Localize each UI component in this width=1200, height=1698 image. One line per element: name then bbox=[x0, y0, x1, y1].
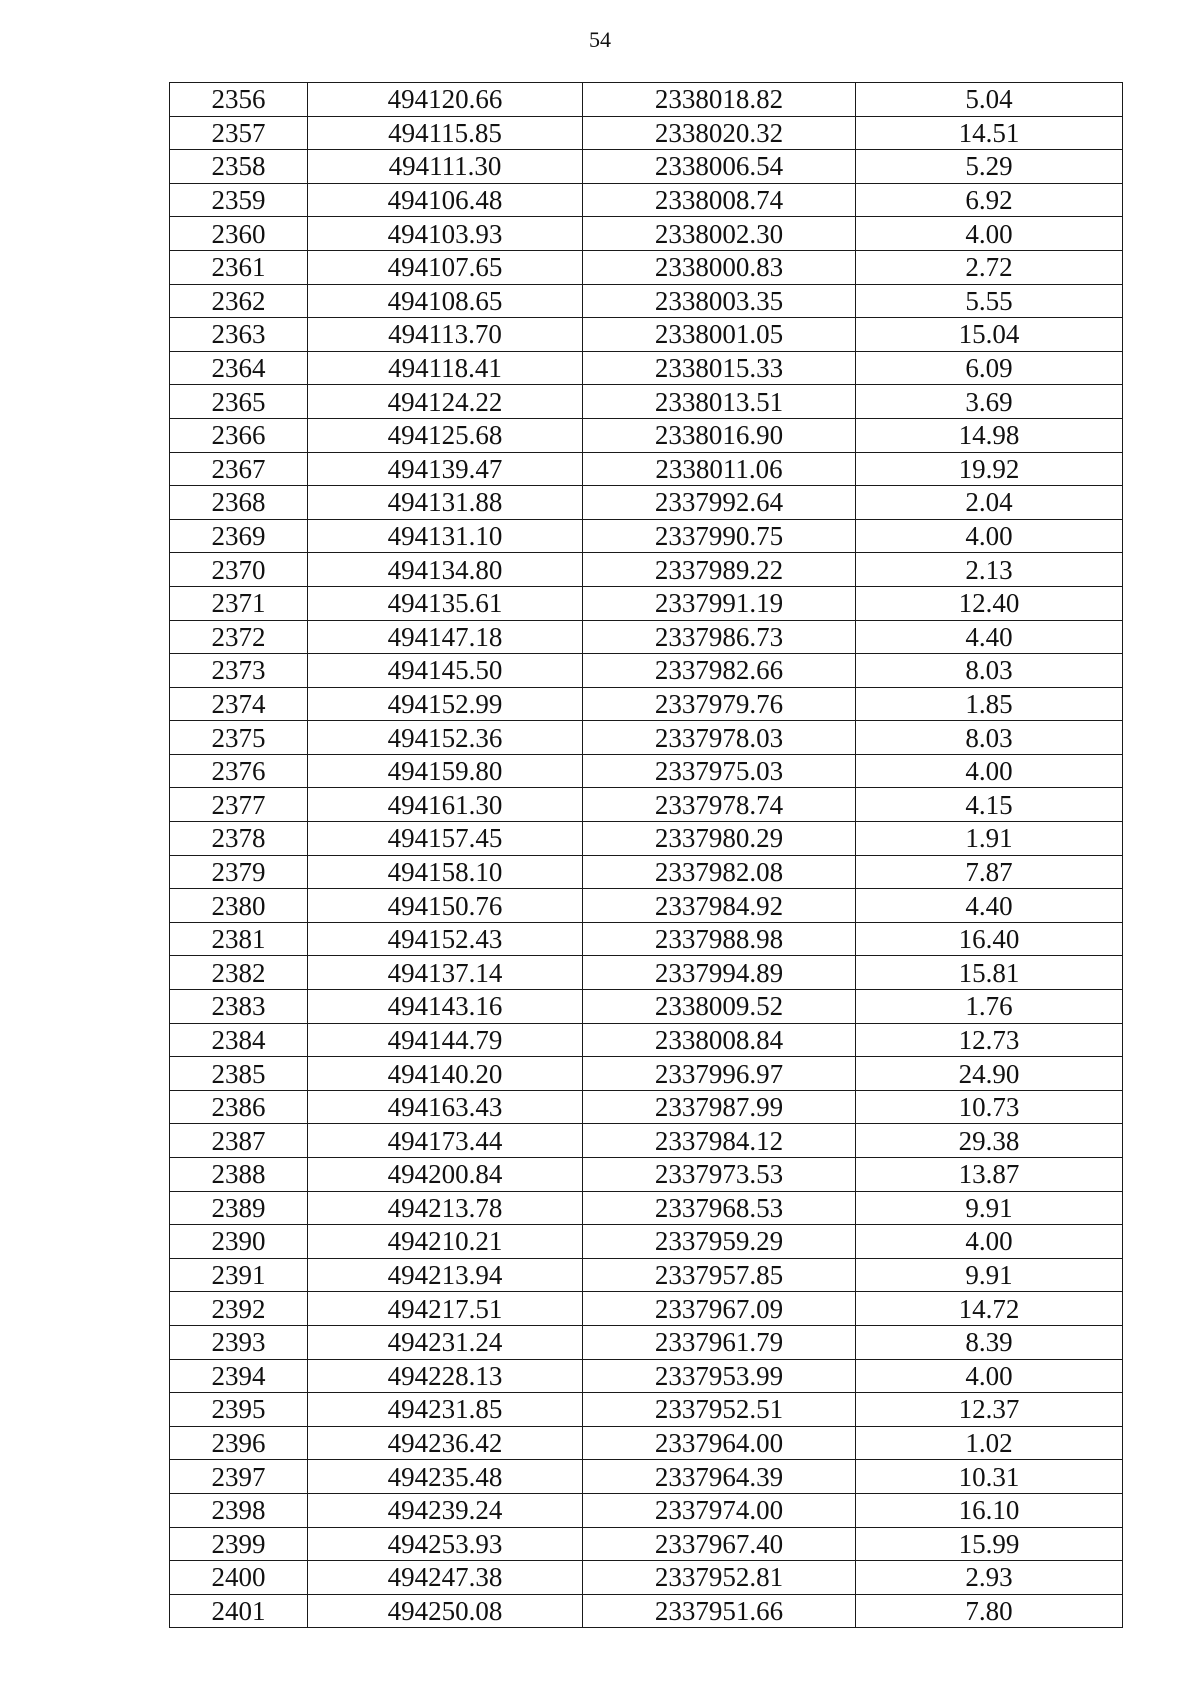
y-coordinate-cell: 2337961.79 bbox=[583, 1325, 856, 1359]
x-coordinate-cell: 494134.80 bbox=[308, 553, 583, 587]
x-coordinate-cell: 494236.42 bbox=[308, 1426, 583, 1460]
distance-cell: 14.51 bbox=[856, 116, 1123, 150]
y-coordinate-cell: 2338020.32 bbox=[583, 116, 856, 150]
table-row bbox=[170, 1292, 1123, 1326]
y-coordinate-cell: 2338002.30 bbox=[583, 217, 856, 251]
x-coordinate-cell: 494250.08 bbox=[308, 1594, 583, 1628]
y-coordinate-cell: 2337952.51 bbox=[583, 1393, 856, 1427]
y-coordinate-cell: 2338003.35 bbox=[583, 284, 856, 318]
x-coordinate-cell: 494124.22 bbox=[308, 385, 583, 419]
y-coordinate-cell: 2338009.52 bbox=[583, 990, 856, 1024]
point-number-cell: 2389 bbox=[170, 1191, 308, 1225]
point-number-cell: 2365 bbox=[170, 385, 308, 419]
x-coordinate-cell: 494135.61 bbox=[308, 586, 583, 620]
x-coordinate-cell: 494108.65 bbox=[308, 284, 583, 318]
y-coordinate-cell: 2337989.22 bbox=[583, 553, 856, 587]
x-coordinate-cell: 494228.13 bbox=[308, 1359, 583, 1393]
point-number-cell: 2370 bbox=[170, 553, 308, 587]
distance-cell: 4.40 bbox=[856, 889, 1123, 923]
distance-cell: 2.93 bbox=[856, 1561, 1123, 1595]
point-number-cell: 2358 bbox=[170, 150, 308, 184]
table-row bbox=[170, 1561, 1123, 1595]
point-number-cell: 2364 bbox=[170, 351, 308, 385]
table-row bbox=[170, 83, 1123, 117]
x-coordinate-cell: 494137.14 bbox=[308, 956, 583, 990]
point-number-cell: 2386 bbox=[170, 1090, 308, 1124]
y-coordinate-cell: 2338000.83 bbox=[583, 250, 856, 284]
y-coordinate-cell: 2337996.97 bbox=[583, 1057, 856, 1091]
point-number-cell: 2399 bbox=[170, 1527, 308, 1561]
y-coordinate-cell: 2337984.92 bbox=[583, 889, 856, 923]
point-number-cell: 2363 bbox=[170, 318, 308, 352]
point-number-cell: 2377 bbox=[170, 788, 308, 822]
distance-cell: 9.91 bbox=[856, 1191, 1123, 1225]
point-number-cell: 2391 bbox=[170, 1258, 308, 1292]
point-number-cell: 2394 bbox=[170, 1359, 308, 1393]
point-number-cell: 2396 bbox=[170, 1426, 308, 1460]
y-coordinate-cell: 2338001.05 bbox=[583, 318, 856, 352]
y-coordinate-cell: 2337990.75 bbox=[583, 519, 856, 553]
distance-cell: 14.98 bbox=[856, 418, 1123, 452]
distance-cell: 1.85 bbox=[856, 687, 1123, 721]
x-coordinate-cell: 494158.10 bbox=[308, 855, 583, 889]
point-number-cell: 2387 bbox=[170, 1124, 308, 1158]
table-row bbox=[170, 990, 1123, 1024]
distance-cell: 15.04 bbox=[856, 318, 1123, 352]
point-number-cell: 2395 bbox=[170, 1393, 308, 1427]
table-row bbox=[170, 1426, 1123, 1460]
point-number-cell: 2376 bbox=[170, 754, 308, 788]
point-number-cell: 2356 bbox=[170, 83, 308, 117]
table-row bbox=[170, 1393, 1123, 1427]
distance-cell: 24.90 bbox=[856, 1057, 1123, 1091]
distance-cell: 8.39 bbox=[856, 1325, 1123, 1359]
table-row bbox=[170, 620, 1123, 654]
distance-cell: 1.76 bbox=[856, 990, 1123, 1024]
point-number-cell: 2374 bbox=[170, 687, 308, 721]
distance-cell: 4.00 bbox=[856, 1359, 1123, 1393]
x-coordinate-cell: 494163.43 bbox=[308, 1090, 583, 1124]
point-number-cell: 2369 bbox=[170, 519, 308, 553]
table-row bbox=[170, 822, 1123, 856]
point-number-cell: 2380 bbox=[170, 889, 308, 923]
distance-cell: 10.31 bbox=[856, 1460, 1123, 1494]
table-row bbox=[170, 956, 1123, 990]
table-row bbox=[170, 1057, 1123, 1091]
y-coordinate-cell: 2337952.81 bbox=[583, 1561, 856, 1595]
distance-cell: 2.04 bbox=[856, 486, 1123, 520]
distance-cell: 2.13 bbox=[856, 553, 1123, 587]
y-coordinate-cell: 2337967.09 bbox=[583, 1292, 856, 1326]
x-coordinate-cell: 494147.18 bbox=[308, 620, 583, 654]
point-number-cell: 2361 bbox=[170, 250, 308, 284]
x-coordinate-cell: 494107.65 bbox=[308, 250, 583, 284]
table-row bbox=[170, 553, 1123, 587]
table-row bbox=[170, 486, 1123, 520]
point-number-cell: 2393 bbox=[170, 1325, 308, 1359]
y-coordinate-cell: 2337987.99 bbox=[583, 1090, 856, 1124]
x-coordinate-cell: 494247.38 bbox=[308, 1561, 583, 1595]
point-number-cell: 2360 bbox=[170, 217, 308, 251]
table-row bbox=[170, 1594, 1123, 1628]
point-number-cell: 2379 bbox=[170, 855, 308, 889]
distance-cell: 4.00 bbox=[856, 754, 1123, 788]
point-number-cell: 2371 bbox=[170, 586, 308, 620]
table-row bbox=[170, 1325, 1123, 1359]
y-coordinate-cell: 2337982.66 bbox=[583, 654, 856, 688]
y-coordinate-cell: 2338018.82 bbox=[583, 83, 856, 117]
distance-cell: 5.29 bbox=[856, 150, 1123, 184]
x-coordinate-cell: 494231.85 bbox=[308, 1393, 583, 1427]
point-number-cell: 2392 bbox=[170, 1292, 308, 1326]
x-coordinate-cell: 494213.94 bbox=[308, 1258, 583, 1292]
x-coordinate-cell: 494152.36 bbox=[308, 721, 583, 755]
x-coordinate-cell: 494173.44 bbox=[308, 1124, 583, 1158]
distance-cell: 13.87 bbox=[856, 1158, 1123, 1192]
table-row bbox=[170, 1090, 1123, 1124]
x-coordinate-cell: 494159.80 bbox=[308, 754, 583, 788]
x-coordinate-cell: 494131.88 bbox=[308, 486, 583, 520]
point-number-cell: 2390 bbox=[170, 1225, 308, 1259]
distance-cell: 7.87 bbox=[856, 855, 1123, 889]
table-row bbox=[170, 318, 1123, 352]
coordinate-table-body bbox=[170, 83, 1123, 1628]
point-number-cell: 2388 bbox=[170, 1158, 308, 1192]
point-number-cell: 2359 bbox=[170, 183, 308, 217]
distance-cell: 4.00 bbox=[856, 217, 1123, 251]
table-row bbox=[170, 250, 1123, 284]
distance-cell: 16.40 bbox=[856, 922, 1123, 956]
distance-cell: 19.92 bbox=[856, 452, 1123, 486]
distance-cell: 29.38 bbox=[856, 1124, 1123, 1158]
y-coordinate-cell: 2337986.73 bbox=[583, 620, 856, 654]
y-coordinate-cell: 2337959.29 bbox=[583, 1225, 856, 1259]
y-coordinate-cell: 2337964.39 bbox=[583, 1460, 856, 1494]
distance-cell: 6.92 bbox=[856, 183, 1123, 217]
x-coordinate-cell: 494152.99 bbox=[308, 687, 583, 721]
distance-cell: 12.40 bbox=[856, 586, 1123, 620]
distance-cell: 15.81 bbox=[856, 956, 1123, 990]
table-row bbox=[170, 889, 1123, 923]
point-number-cell: 2375 bbox=[170, 721, 308, 755]
x-coordinate-cell: 494150.76 bbox=[308, 889, 583, 923]
point-number-cell: 2385 bbox=[170, 1057, 308, 1091]
y-coordinate-cell: 2337994.89 bbox=[583, 956, 856, 990]
x-coordinate-cell: 494253.93 bbox=[308, 1527, 583, 1561]
x-coordinate-cell: 494213.78 bbox=[308, 1191, 583, 1225]
y-coordinate-cell: 2338008.74 bbox=[583, 183, 856, 217]
distance-cell: 4.00 bbox=[856, 1225, 1123, 1259]
table-row bbox=[170, 116, 1123, 150]
table-row bbox=[170, 654, 1123, 688]
distance-cell: 15.99 bbox=[856, 1527, 1123, 1561]
y-coordinate-cell: 2337980.29 bbox=[583, 822, 856, 856]
table-row bbox=[170, 351, 1123, 385]
y-coordinate-cell: 2338011.06 bbox=[583, 452, 856, 486]
table-row bbox=[170, 1225, 1123, 1259]
distance-cell: 4.00 bbox=[856, 519, 1123, 553]
x-coordinate-cell: 494152.43 bbox=[308, 922, 583, 956]
y-coordinate-cell: 2337968.53 bbox=[583, 1191, 856, 1225]
page-number: 54 bbox=[589, 27, 611, 52]
x-coordinate-cell: 494235.48 bbox=[308, 1460, 583, 1494]
point-number-cell: 2398 bbox=[170, 1493, 308, 1527]
y-coordinate-cell: 2338015.33 bbox=[583, 351, 856, 385]
table-row bbox=[170, 183, 1123, 217]
table-row bbox=[170, 1493, 1123, 1527]
point-number-cell: 2357 bbox=[170, 116, 308, 150]
x-coordinate-cell: 494144.79 bbox=[308, 1023, 583, 1057]
point-number-cell: 2384 bbox=[170, 1023, 308, 1057]
point-number-cell: 2401 bbox=[170, 1594, 308, 1628]
table-row bbox=[170, 586, 1123, 620]
table-row bbox=[170, 284, 1123, 318]
x-coordinate-cell: 494103.93 bbox=[308, 217, 583, 251]
x-coordinate-cell: 494145.50 bbox=[308, 654, 583, 688]
point-number-cell: 2368 bbox=[170, 486, 308, 520]
distance-cell: 5.55 bbox=[856, 284, 1123, 318]
table-row bbox=[170, 1258, 1123, 1292]
y-coordinate-cell: 2337967.40 bbox=[583, 1527, 856, 1561]
distance-cell: 1.02 bbox=[856, 1426, 1123, 1460]
x-coordinate-cell: 494118.41 bbox=[308, 351, 583, 385]
y-coordinate-cell: 2338013.51 bbox=[583, 385, 856, 419]
distance-cell: 7.80 bbox=[856, 1594, 1123, 1628]
x-coordinate-cell: 494200.84 bbox=[308, 1158, 583, 1192]
x-coordinate-cell: 494161.30 bbox=[308, 788, 583, 822]
table-row bbox=[170, 150, 1123, 184]
distance-cell: 10.73 bbox=[856, 1090, 1123, 1124]
table-row bbox=[170, 418, 1123, 452]
table-row bbox=[170, 1460, 1123, 1494]
y-coordinate-cell: 2337978.74 bbox=[583, 788, 856, 822]
y-coordinate-cell: 2337953.99 bbox=[583, 1359, 856, 1393]
y-coordinate-cell: 2337992.64 bbox=[583, 486, 856, 520]
y-coordinate-cell: 2338008.84 bbox=[583, 1023, 856, 1057]
distance-cell: 8.03 bbox=[856, 654, 1123, 688]
point-number-cell: 2383 bbox=[170, 990, 308, 1024]
y-coordinate-cell: 2338016.90 bbox=[583, 418, 856, 452]
y-coordinate-cell: 2338006.54 bbox=[583, 150, 856, 184]
table-row bbox=[170, 1158, 1123, 1192]
point-number-cell: 2378 bbox=[170, 822, 308, 856]
x-coordinate-cell: 494131.10 bbox=[308, 519, 583, 553]
y-coordinate-cell: 2337979.76 bbox=[583, 687, 856, 721]
table-row bbox=[170, 385, 1123, 419]
table-row bbox=[170, 519, 1123, 553]
y-coordinate-cell: 2337984.12 bbox=[583, 1124, 856, 1158]
point-number-cell: 2373 bbox=[170, 654, 308, 688]
distance-cell: 3.69 bbox=[856, 385, 1123, 419]
table-row bbox=[170, 1191, 1123, 1225]
y-coordinate-cell: 2337978.03 bbox=[583, 721, 856, 755]
table-row bbox=[170, 1359, 1123, 1393]
distance-cell: 5.04 bbox=[856, 83, 1123, 117]
x-coordinate-cell: 494139.47 bbox=[308, 452, 583, 486]
table-row bbox=[170, 721, 1123, 755]
table-row bbox=[170, 754, 1123, 788]
x-coordinate-cell: 494157.45 bbox=[308, 822, 583, 856]
point-number-cell: 2397 bbox=[170, 1460, 308, 1494]
table-row bbox=[170, 217, 1123, 251]
table-row bbox=[170, 1023, 1123, 1057]
y-coordinate-cell: 2337975.03 bbox=[583, 754, 856, 788]
x-coordinate-cell: 494125.68 bbox=[308, 418, 583, 452]
point-number-cell: 2366 bbox=[170, 418, 308, 452]
distance-cell: 1.91 bbox=[856, 822, 1123, 856]
y-coordinate-cell: 2337957.85 bbox=[583, 1258, 856, 1292]
y-coordinate-cell: 2337982.08 bbox=[583, 855, 856, 889]
distance-cell: 12.73 bbox=[856, 1023, 1123, 1057]
x-coordinate-cell: 494210.21 bbox=[308, 1225, 583, 1259]
distance-cell: 9.91 bbox=[856, 1258, 1123, 1292]
y-coordinate-cell: 2337991.19 bbox=[583, 586, 856, 620]
x-coordinate-cell: 494143.16 bbox=[308, 990, 583, 1024]
point-number-cell: 2372 bbox=[170, 620, 308, 654]
point-number-cell: 2381 bbox=[170, 922, 308, 956]
table-row bbox=[170, 855, 1123, 889]
point-number-cell: 2362 bbox=[170, 284, 308, 318]
point-number-cell: 2400 bbox=[170, 1561, 308, 1595]
y-coordinate-cell: 2337988.98 bbox=[583, 922, 856, 956]
y-coordinate-cell: 2337973.53 bbox=[583, 1158, 856, 1192]
distance-cell: 16.10 bbox=[856, 1493, 1123, 1527]
table-row bbox=[170, 1124, 1123, 1158]
x-coordinate-cell: 494115.85 bbox=[308, 116, 583, 150]
x-coordinate-cell: 494231.24 bbox=[308, 1325, 583, 1359]
x-coordinate-cell: 494113.70 bbox=[308, 318, 583, 352]
distance-cell: 4.15 bbox=[856, 788, 1123, 822]
distance-cell: 14.72 bbox=[856, 1292, 1123, 1326]
table-row bbox=[170, 452, 1123, 486]
table-row bbox=[170, 687, 1123, 721]
x-coordinate-cell: 494140.20 bbox=[308, 1057, 583, 1091]
distance-cell: 6.09 bbox=[856, 351, 1123, 385]
table-row bbox=[170, 1527, 1123, 1561]
distance-cell: 12.37 bbox=[856, 1393, 1123, 1427]
point-number-cell: 2382 bbox=[170, 956, 308, 990]
x-coordinate-cell: 494111.30 bbox=[308, 150, 583, 184]
y-coordinate-cell: 2337964.00 bbox=[583, 1426, 856, 1460]
distance-cell: 8.03 bbox=[856, 721, 1123, 755]
y-coordinate-cell: 2337951.66 bbox=[583, 1594, 856, 1628]
x-coordinate-cell: 494106.48 bbox=[308, 183, 583, 217]
x-coordinate-cell: 494239.24 bbox=[308, 1493, 583, 1527]
distance-cell: 4.40 bbox=[856, 620, 1123, 654]
x-coordinate-cell: 494217.51 bbox=[308, 1292, 583, 1326]
x-coordinate-cell: 494120.66 bbox=[308, 83, 583, 117]
y-coordinate-cell: 2337974.00 bbox=[583, 1493, 856, 1527]
table-row bbox=[170, 788, 1123, 822]
table-row bbox=[170, 922, 1123, 956]
coordinate-table bbox=[169, 82, 1123, 1628]
point-number-cell: 2367 bbox=[170, 452, 308, 486]
distance-cell: 2.72 bbox=[856, 250, 1123, 284]
